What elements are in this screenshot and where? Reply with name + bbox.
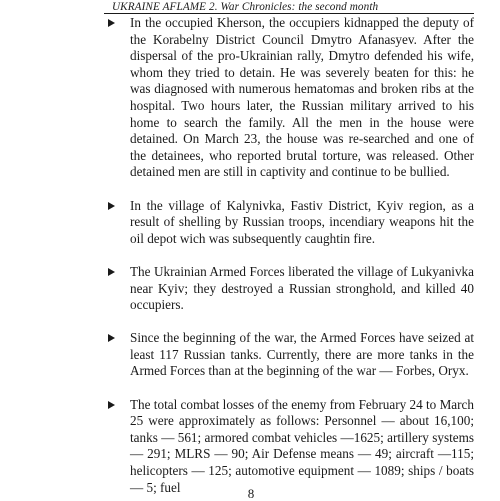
bullet-arrow-icon <box>108 401 115 409</box>
entry-text: In the occupied Kherson, the occupiers kidnapped the deputy of the Korabelny District Council Dmytro Afanasyev. After the dispersal of the pro-Ukrainian rally, Dmytro defended his wife, whom they tried to detain. He was severely beaten for this: he was diagnosed with numerous hematomas and broken ribs at the hospital. Two hours later, the Russian military arrived to his home to search the family. All the men in the house were detained. On March 23, the house was re-searched and one of the detainees, who reported brutal torture, was released. Other detained men are still in captivity and continue to be bullied. <box>130 15 474 180</box>
running-header: UKRAINE AFLAME 2. War Chronicles: the second month <box>112 1 379 13</box>
entry-text: The total combat losses of the enemy from February 24 to March 25 were approximately as follows: Personnel — about 16,100; tanks — 561; armored combat vehicles —1625; artillery systems — 291; MLRS — 90; Air Defense means — 49; aircraft —115; helicopters — 125; automotive equipment — 1089; ships / boats — 5; fuel <box>130 396 474 495</box>
page-number: 8 <box>247 486 255 501</box>
bullet-arrow-icon <box>108 202 115 210</box>
entry-combat-losses <box>108 397 474 497</box>
bullet-arrow-icon <box>108 334 115 342</box>
bullet-arrow-icon <box>108 268 115 276</box>
entry-kalynivka-oil-depot <box>108 198 474 248</box>
entry-kherson-deputy <box>108 15 474 181</box>
bullet-arrow-icon <box>108 19 115 27</box>
entry-text: The Ukrainian Armed Forces liberated the village of Lukyanivka near Kyiv; they destroyed a Russian stronghold, and killed 40 occupiers. <box>130 263 474 313</box>
header-rule <box>104 13 474 14</box>
entry-lukyanivka-liberated <box>108 264 474 314</box>
entry-text: Since the beginning of the war, the Armed Forces have seized at least 117 Russian tanks. Currently, there are more tanks in the Armed Forces than at the beginning of the war — Forbes, Oryx. <box>130 330 474 379</box>
entry-seized-tanks <box>108 330 474 380</box>
entry-text: In the village of Kalynivka, Fastiv District, Kyiv region, as a result of shelling by Russian troops, incendiary weapons hit the oil depot wich was subsequently caughtin fire. <box>130 197 474 246</box>
chronicle-entries <box>108 15 474 496</box>
